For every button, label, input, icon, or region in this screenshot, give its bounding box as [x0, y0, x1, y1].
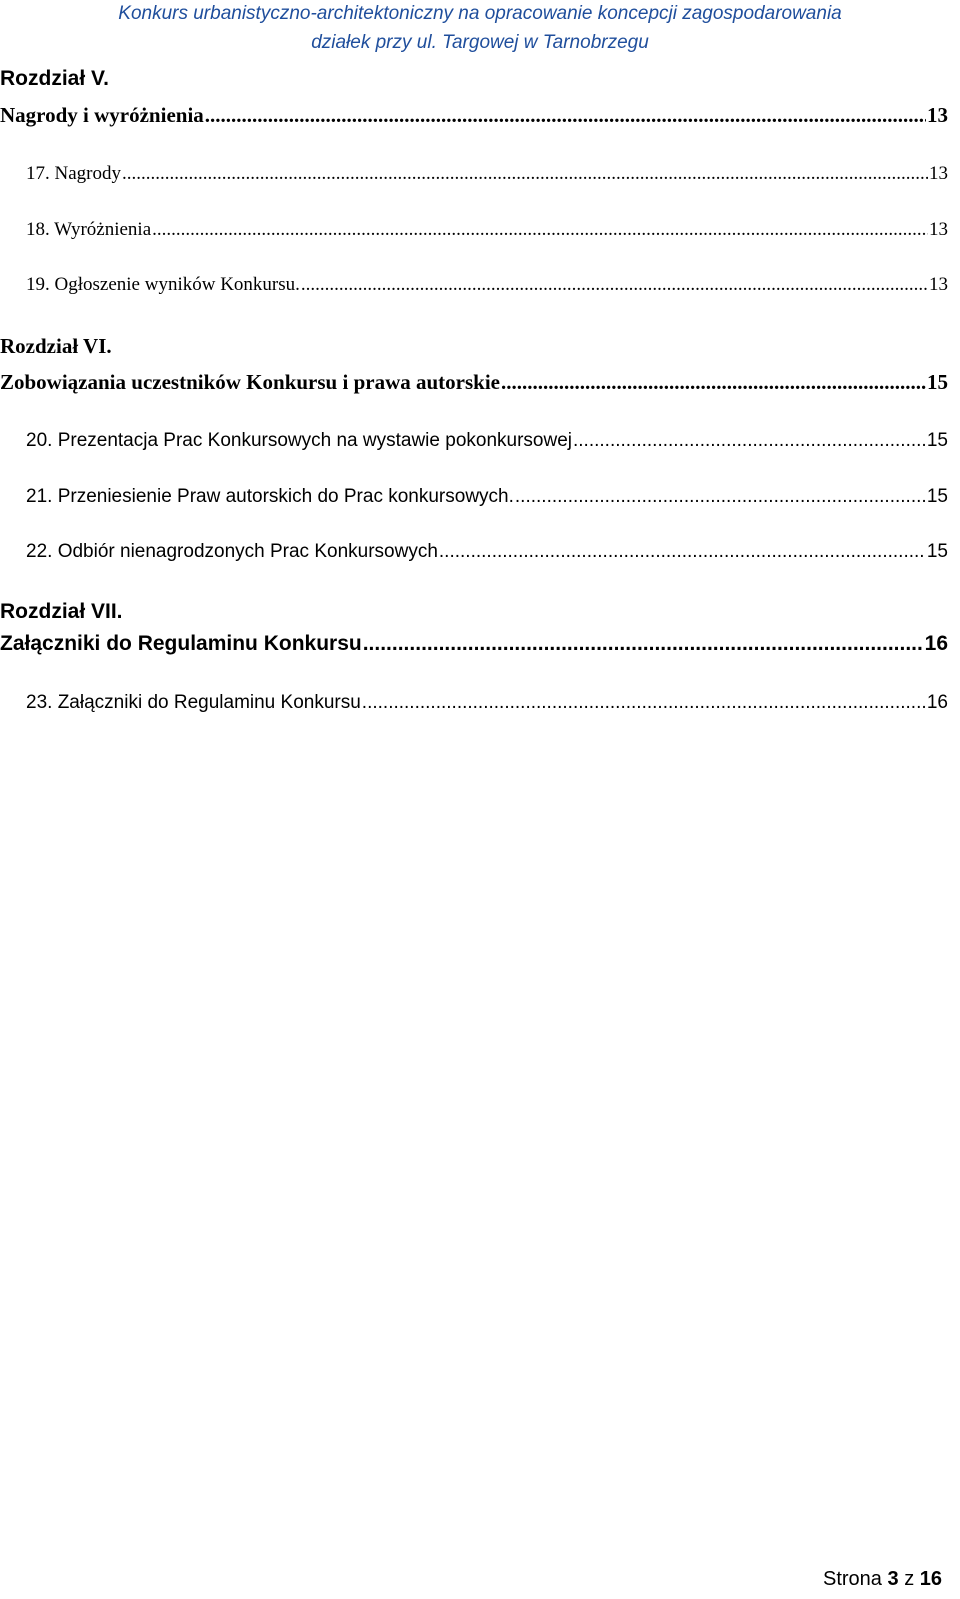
chapter-6-label: Rozdział VI.	[0, 334, 112, 358]
toc-chapter-5-page: 13	[927, 103, 948, 127]
toc-section-22-title: 22. Odbiór nienagrodzonych Prac Konkursowych	[26, 541, 438, 562]
toc-chapter-7[interactable]	[0, 632, 948, 656]
toc-section-20-page: 15	[926, 430, 948, 451]
toc-leader	[122, 163, 928, 185]
toc-section-19[interactable]	[26, 274, 948, 296]
toc-section-18-title: 18. Wyróżnienia	[26, 219, 152, 240]
toc-chapter-7-page: 16	[924, 632, 948, 655]
footer-separator: z	[904, 1568, 915, 1590]
chapter-7-label: Rozdział VII.	[0, 600, 123, 623]
header-line-1: Konkurs urbanistyczno-architektoniczny na opracowanie koncepcji zagospodarowania	[118, 3, 842, 24]
toc-leader	[573, 430, 926, 452]
toc-section-20-title: 20. Prezentacja Prac Konkursowych na wystawie pokonkursowej	[26, 430, 572, 451]
toc-section-19-page: 13	[929, 274, 948, 295]
toc-leader	[515, 486, 926, 508]
toc-chapter-6[interactable]	[0, 370, 948, 395]
toc-chapter-6-page: 15	[927, 370, 948, 394]
page-footer	[823, 1568, 942, 1591]
footer-prefix: Strona	[823, 1568, 882, 1590]
toc-section-21[interactable]	[26, 486, 948, 508]
toc-section-18-page: 13	[929, 219, 948, 240]
toc-section-21-title: 21. Przeniesienie Praw autorskich do Prac konkursowych.	[26, 486, 514, 507]
toc-section-20[interactable]	[26, 430, 948, 452]
toc-leader	[439, 541, 926, 563]
toc-section-19-title: 19. Ogłoszenie wyników Konkursu.	[26, 274, 300, 295]
toc-leader	[501, 370, 926, 395]
chapter-5-label: Rozdział V.	[0, 67, 109, 90]
toc-section-23-page: 16	[926, 692, 948, 713]
toc-leader	[205, 103, 926, 128]
toc-section-21-page: 15	[926, 486, 948, 507]
toc-leader	[362, 692, 926, 714]
footer-current-page: 3	[887, 1568, 899, 1590]
toc-leader	[301, 274, 928, 296]
toc-section-22[interactable]	[26, 541, 948, 563]
page-header	[0, 0, 960, 57]
toc-section-17[interactable]	[26, 163, 948, 185]
toc-chapter-5-title: Nagrody i wyróżnienia	[0, 103, 204, 127]
toc-section-23-title: 23. Załączniki do Regulaminu Konkursu	[26, 692, 361, 713]
toc-chapter-5[interactable]	[0, 103, 948, 128]
toc-leader	[152, 219, 928, 241]
toc-chapter-6-title: Zobowiązania uczestników Konkursu i prawa autorskie	[0, 370, 500, 394]
toc-leader	[363, 632, 924, 656]
toc-section-18[interactable]	[26, 219, 948, 241]
toc-section-23[interactable]	[26, 692, 948, 714]
toc-section-22-page: 15	[926, 541, 948, 562]
toc-section-17-page: 13	[929, 163, 948, 184]
toc-chapter-7-title: Załączniki do Regulaminu Konkursu	[0, 632, 362, 655]
toc-section-17-title: 17. Nagrody	[26, 163, 121, 184]
header-line-2: działek przy ul. Targowej w Tarnobrzegu	[311, 32, 649, 53]
footer-total-pages: 16	[919, 1568, 942, 1590]
